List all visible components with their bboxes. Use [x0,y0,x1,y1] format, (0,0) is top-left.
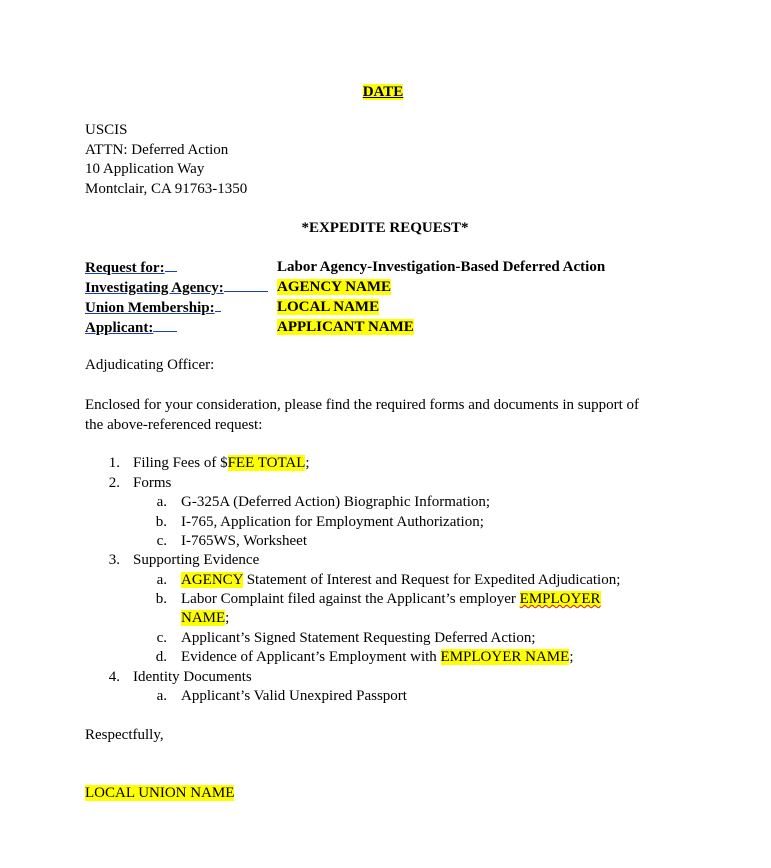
sub-list-letter: a. [156,688,167,704]
sub-list-letter: d. [155,649,167,665]
fee-total-placeholder[interactable]: FEE TOTAL [227,455,306,471]
closing: Respectfully, [85,727,164,743]
sub-list-letter: a. [156,494,167,510]
sub-list-text: Evidence of Applicant’s Employment with EMPLOYER NAME; [181,649,574,665]
sub-list-text: G-325A (Deferred Action) Biographic Information; [181,494,491,510]
list-number: 4. [108,669,120,685]
agency-placeholder[interactable]: AGENCY [181,572,243,588]
sub-list-text: NAME; [181,610,230,626]
intro-line: the above-referenced request: [85,416,263,433]
employer-name-placeholder[interactable]: EMPLOYER NAME [440,649,570,665]
sub-list-letter: b. [155,591,167,607]
salutation: Adjudicating Officer: [85,357,215,373]
sub-list-text: Applicant’s Signed Statement Requesting Deferred Action; [181,630,536,646]
list-item-text: Identity Documents [133,669,252,685]
union-membership-label: Union Membership: [85,297,221,318]
recipient-address [85,121,247,199]
date-heading [0,82,766,102]
employer-name-placeholder[interactable]: NAME [181,610,226,626]
sub-list-text: AGENCY Statement of Interest and Request for Expedited Adjudication; [181,572,621,588]
sub-list-text: Labor Complaint filed against the Applicant’s employer EMPLOYER [181,591,601,607]
intro-line: Enclosed for your consideration, please find the required forms and documents in support of [85,397,640,413]
sub-list-letter: a. [156,572,167,588]
sub-list-letter: c. [156,630,167,646]
sub-list-letter: c. [156,533,167,549]
list-number: 2. [108,475,120,491]
list-item-text: Filing Fees of $FEE TOTAL; [133,455,310,471]
date-placeholder[interactable]: DATE [362,84,404,100]
address-line: Montclair, CA 91763-1350 [85,180,248,197]
request-for-value: Labor Agency-Investigation-Based Deferred Action [277,259,606,275]
sub-list-letter: b. [155,514,167,530]
sub-list-text: I-765, Application for Employment Authorization; [181,514,484,530]
address-line: 10 Application Way [85,161,205,178]
union-membership-value[interactable]: LOCAL NAME [277,299,380,315]
investigating-agency-value[interactable]: AGENCY NAME [277,279,392,295]
list-item-text: Forms [133,475,172,491]
applicant-label: Applicant: [85,317,177,338]
investigating-agency-label: Investigating Agency: [85,277,268,298]
sub-list-text: I-765WS, Worksheet [181,533,307,549]
list-item-text: Supporting Evidence [133,552,260,568]
sub-list-text: Applicant’s Valid Unexpired Passport [181,688,407,704]
signature-block [85,784,234,804]
expedite-request-heading: *EXPEDITE REQUEST* [301,220,469,236]
local-union-name-placeholder[interactable]: LOCAL UNION NAME [85,785,235,801]
list-number: 1. [108,455,120,471]
intro-paragraph [85,396,639,435]
employer-placeholder[interactable]: EMPLOYER [519,591,601,607]
list-number: 3. [108,552,120,568]
applicant-value[interactable]: APPLICANT NAME [277,319,414,335]
address-line: USCIS [85,122,128,138]
address-line: ATTN: Deferred Action [85,141,229,158]
request-for-label: Request for: [85,257,177,278]
